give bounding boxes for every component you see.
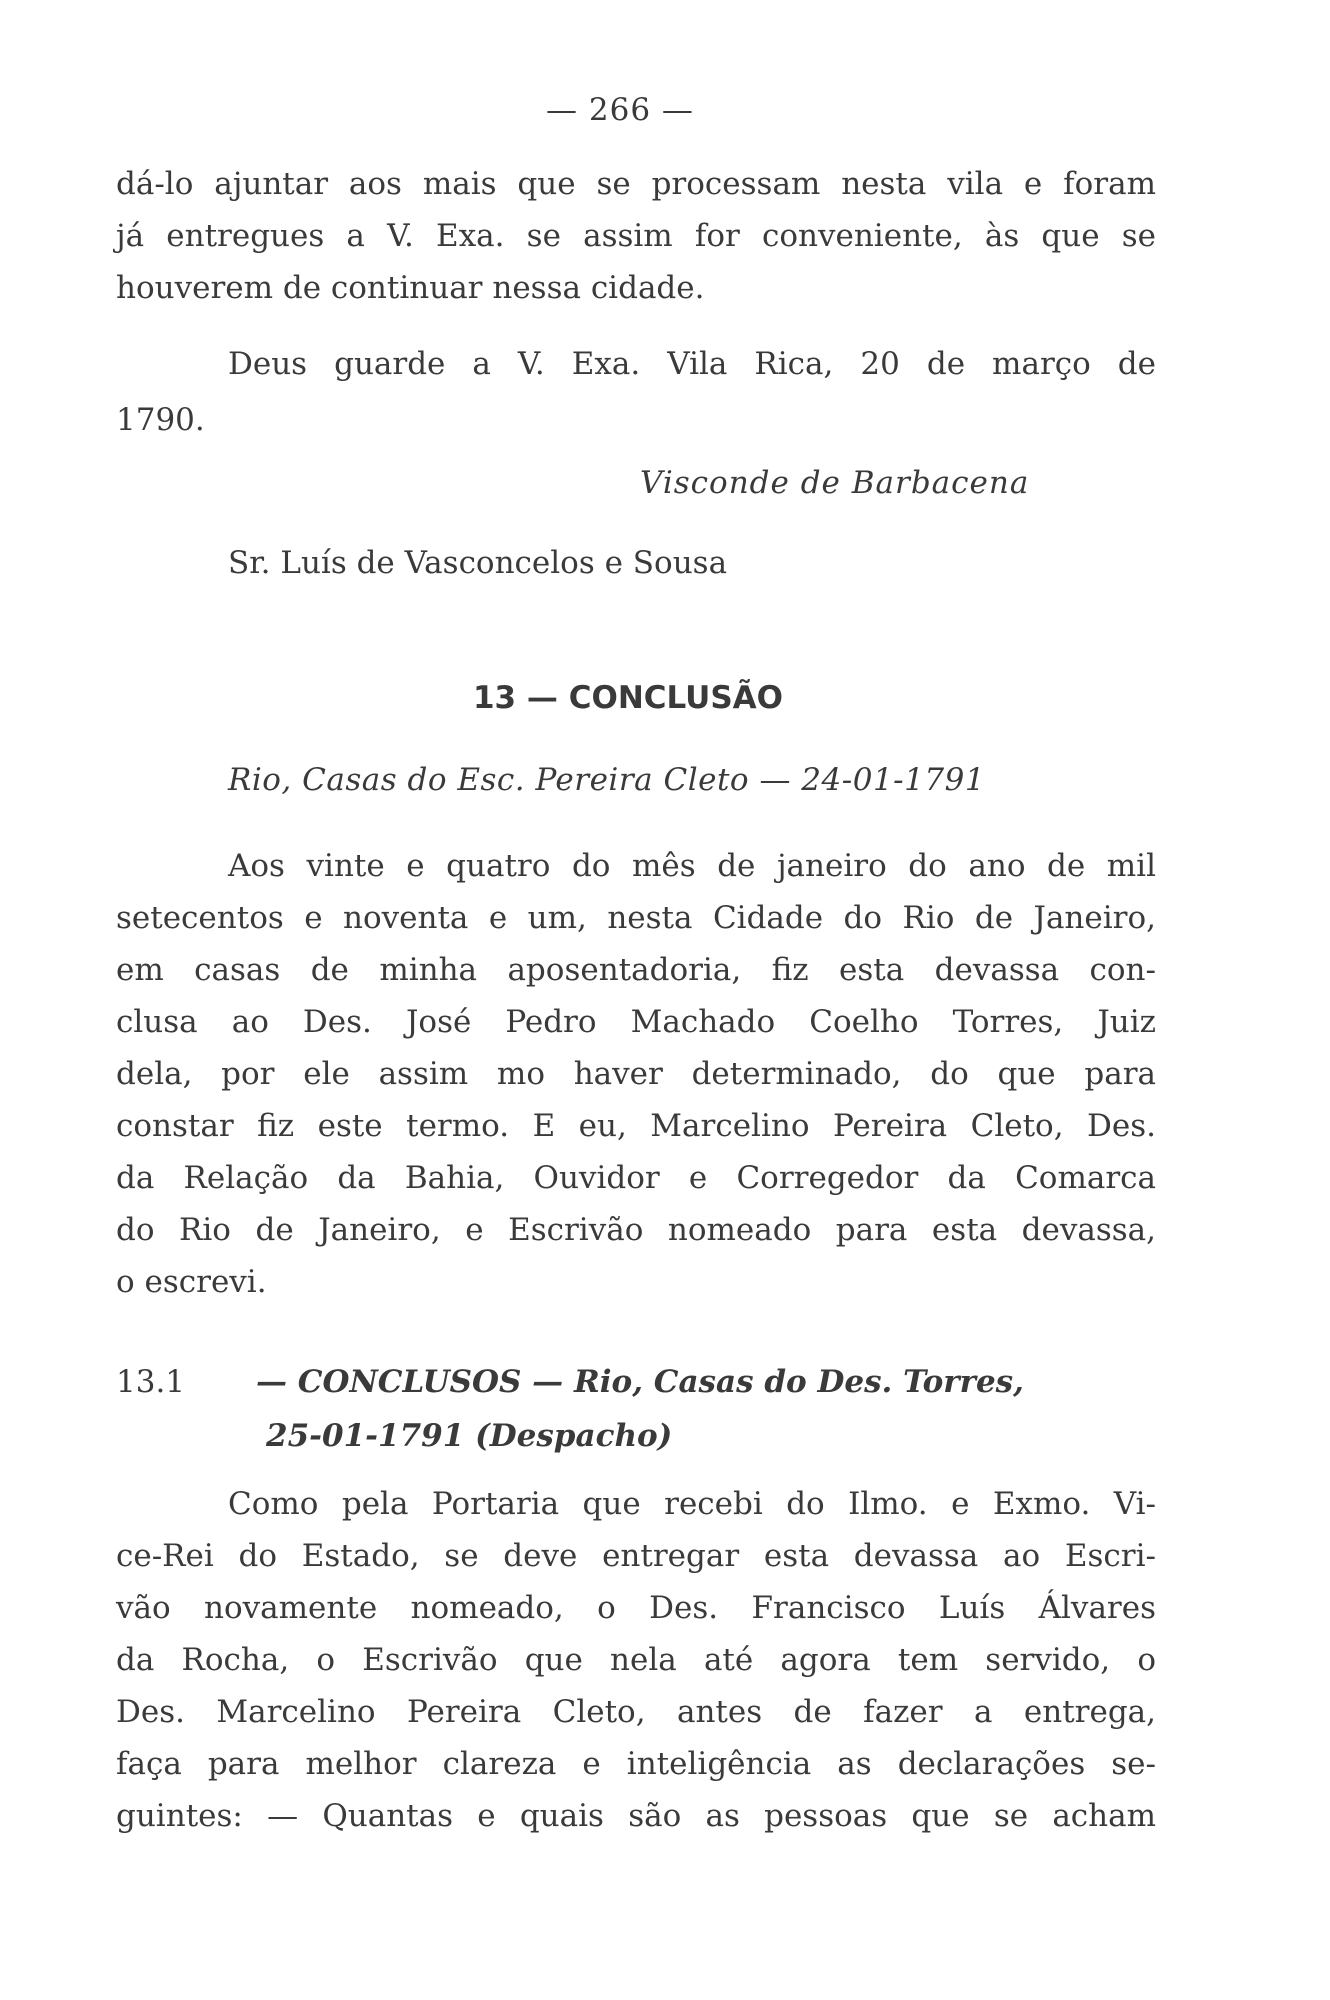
intro-paragraph <box>116 158 1156 314</box>
page-number: — 266 — <box>546 92 694 128</box>
addressee: Sr. Luís de Vasconcelos e Sousa <box>228 545 728 581</box>
text-line: já entregues a V. Exa. se assim for conveniente, às que se <box>116 218 1156 254</box>
text-line: do Rio de Janeiro, e Escrivão nomeado para esta devassa, <box>116 1212 1156 1248</box>
text-line: o escrevi. <box>116 1264 267 1300</box>
text-line: vão novamente nomeado, o Des. Francisco Luís Álvares <box>116 1590 1156 1626</box>
text-line: dá-lo ajuntar aos mais que se processam nesta vila e foram <box>116 166 1156 202</box>
signature: Visconde de Barbacena <box>640 465 1030 501</box>
text-line: ce-Rei do Estado, se deve entregar esta devassa ao Escri- <box>116 1538 1156 1574</box>
text-line: dela, por ele assim mo haver determinado, do que para <box>116 1056 1156 1092</box>
text-line: da Rocha, o Escrivão que nela até agora tem servido, o <box>116 1642 1156 1678</box>
section-13-body <box>116 840 1156 1308</box>
section-heading: 13 — CONCLUSÃO <box>472 680 783 716</box>
closing-paragraph <box>116 338 1156 446</box>
section-13-1-body <box>116 1478 1156 1842</box>
text-line: houverem de continuar nessa cidade. <box>116 270 705 306</box>
section-13-1-title <box>116 1355 1156 1463</box>
text-line: clusa ao Des. José Pedro Machado Coelho Torres, Juiz <box>116 1004 1156 1040</box>
text-line: constar fiz este termo. E eu, Marcelino Pereira Cleto, Des. <box>116 1108 1156 1144</box>
text-line: faça para melhor clareza e inteligência as declarações se- <box>116 1746 1156 1782</box>
section-title: — CONCLUSOS — Rio, Casas do Des. Torres, <box>256 1364 1024 1400</box>
text-line: em casas de minha aposentadoria, fiz esta devassa con- <box>116 952 1156 988</box>
section-title-date: 25-01-1791 (Despacho) <box>266 1418 673 1454</box>
text-line: Como pela Portaria que recebi do Ilmo. e Exmo. Vi- <box>228 1486 1156 1522</box>
text-line: da Relação da Bahia, Ouvidor e Corregedor da Comarca <box>116 1160 1156 1196</box>
text-line: Aos vinte e quatro do mês de janeiro do ano de mil <box>228 848 1156 884</box>
text-line: Deus guarde a V. Exa. Vila Rica, 20 de março de <box>228 346 1156 382</box>
text-line: guintes: — Quantas e quais são as pessoas que se acham <box>116 1798 1156 1834</box>
text-line: Des. Marcelino Pereira Cleto, antes de fazer a entrega, <box>116 1694 1156 1730</box>
section-number: 13.1 <box>116 1364 186 1400</box>
section-subheading: Rio, Casas do Esc. Pereira Cleto — 24-01-1791 <box>228 762 986 798</box>
text-line: 1790. <box>116 402 205 438</box>
text-line: setecentos e noventa e um, nesta Cidade do Rio de Janeiro, <box>116 900 1156 936</box>
